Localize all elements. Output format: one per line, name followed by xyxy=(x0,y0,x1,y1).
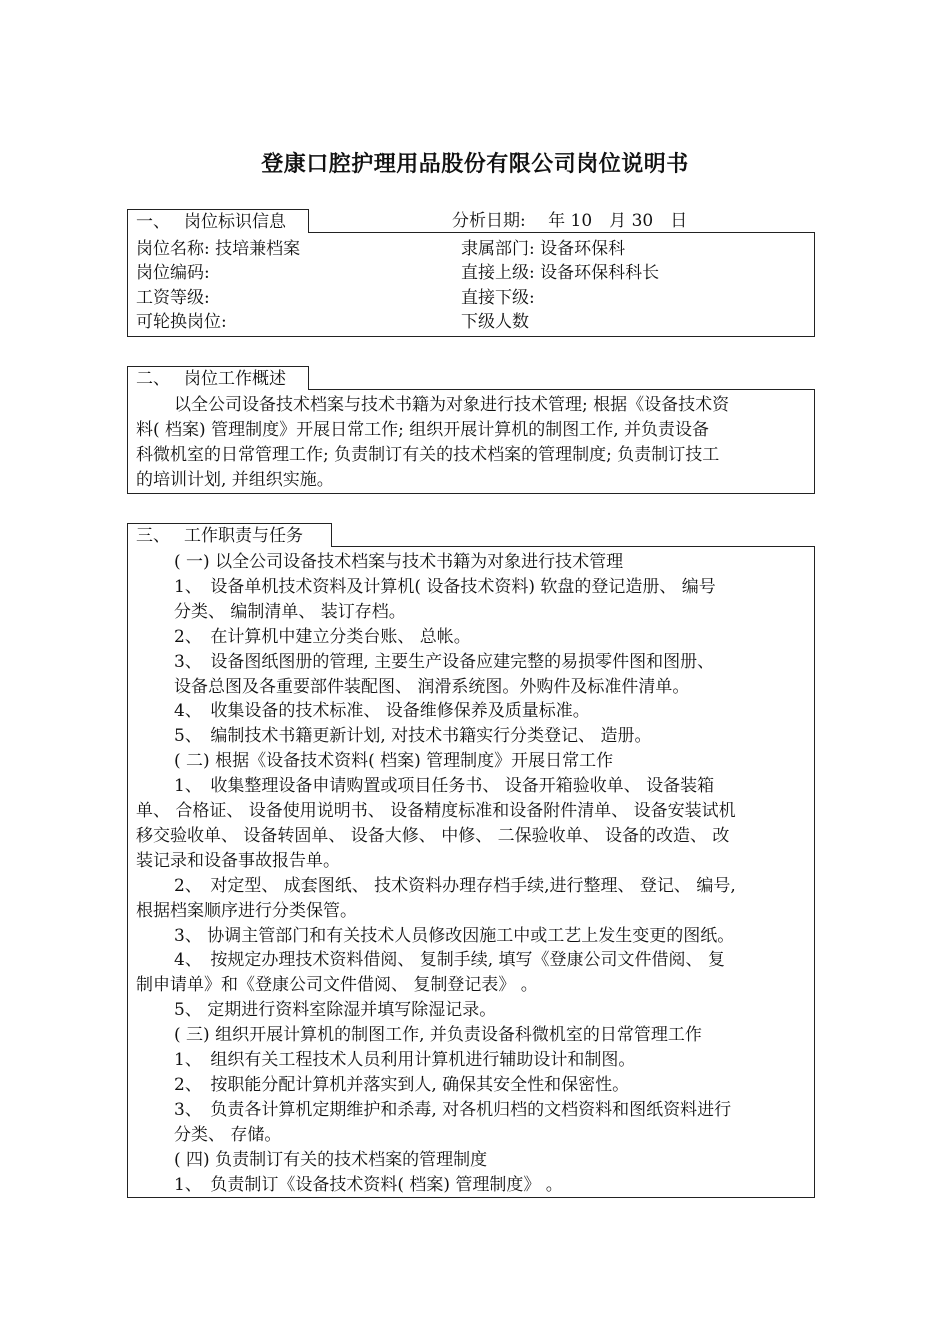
subordinate-count: 下级人数 xyxy=(461,312,529,332)
section-2-number: 二、 xyxy=(136,369,170,389)
duty-line: 1、 组织有关工程技术人员利用计算机进行辅助设计和制图。 xyxy=(174,1050,636,1070)
section-3-label: 工作职责与任务 xyxy=(184,526,303,546)
direct-subordinate: 直接下级: xyxy=(461,288,535,308)
section-1-label: 岗位标识信息 xyxy=(184,212,286,232)
duty-line: 制申请单》和《登康公司文件借阅、 复制登记表》 。 xyxy=(136,975,538,996)
department: 隶属部门: 设备环保科 xyxy=(461,239,626,259)
duty-line: ( 二) 根据《设备技术资料( 档案) 管理制度》开展日常工作 xyxy=(174,751,614,772)
duty-line: ( 四) 负责制订有关的技术档案的管理制度 xyxy=(174,1149,488,1170)
duty-line: 设备总图及各重要部件装配图、 润滑系统图。外购件及标准件清单。 xyxy=(174,676,690,697)
duty-line: 5、 编制技术书籍更新计划, 对技术书籍实行分类登记、 造册。 xyxy=(174,726,652,747)
direct-superior: 直接上级: 设备环保科科长 xyxy=(461,263,660,283)
position-name: 岗位名称: 技培兼档案 xyxy=(136,239,301,259)
overview-line: 以全公司设备技术档案与技术书籍为对象进行技术管理; 根据《设备技术资 xyxy=(174,395,730,415)
duty-line: 分类、 编制清单、 装订存档。 xyxy=(174,601,406,622)
duty-line: 3、 设备图纸图册的管理, 主要生产设备应建完整的易损零件图和图册、 xyxy=(174,651,715,672)
section-2-tab xyxy=(127,366,309,390)
section-1-tab xyxy=(127,209,309,233)
section-1-number: 一、 xyxy=(136,212,170,232)
duty-line: 根据档案顺序进行分类保管。 xyxy=(136,900,357,921)
overview-line: 科微机室的日常管理工作; 负责制订有关的技术档案的管理制度; 负责制订技工 xyxy=(136,445,720,465)
duty-line: 分类、 存储。 xyxy=(174,1124,282,1145)
duty-line: 2、 按职能分配计算机并落实到人, 确保其安全性和保密性。 xyxy=(174,1074,630,1095)
rotatable-position: 可轮换岗位: xyxy=(136,312,227,332)
duty-line: 2、 在计算机中建立分类台账、 总帐。 xyxy=(174,626,471,647)
section-3-tab xyxy=(127,523,332,547)
duty-line: 4、 收集设备的技术标准、 设备维修保养及质量标准。 xyxy=(174,701,590,722)
duty-line: 1、 收集整理设备申请购置或项目任务书、 设备开箱验收单、 设备装箱 xyxy=(174,776,715,797)
duty-line: ( 三) 组织开展计算机的制图工作, 并负责设备科微机室的日常管理工作 xyxy=(174,1025,702,1046)
duty-line: 单、 合格证、 设备使用说明书、 设备精度标准和设备附件清单、 设备安装试机 xyxy=(136,801,736,821)
section-3-number: 三、 xyxy=(136,526,170,546)
duty-line: 1、 负责制订《设备技术资料( 档案) 管理制度》 。 xyxy=(174,1174,563,1195)
duty-line: 1、 设备单机技术资料及计算机( 设备技术资料) 软盘的登记造册、 编号 xyxy=(174,576,716,597)
duty-line: 3、 负责各计算机定期维护和杀毒, 对各机归档的文档资料和图纸资料进行 xyxy=(174,1099,732,1120)
duty-line: 5、 定期进行资料室除湿并填写除湿记录。 xyxy=(174,1000,497,1021)
duty-line: 3、 协调主管部门和有关技术人员修改因施工中或工艺上发生变更的图纸。 xyxy=(174,925,735,946)
duty-line: 2、 对定型、 成套图纸、 技术资料办理存档手续,进行整理、 登记、 编号, xyxy=(174,875,736,896)
salary-grade: 工资等级: xyxy=(136,288,210,308)
duty-line: ( 一) 以全公司设备技术档案与技术书籍为对象进行技术管理 xyxy=(174,552,624,572)
duty-line: 装记录和设备事故报告单。 xyxy=(136,850,340,871)
overview-line: 料( 档案) 管理制度》开展日常工作; 组织开展计算机的制图工作, 并负责设备 xyxy=(136,420,710,440)
duty-line: 移交验收单、 设备转固单、 设备大修、 中修、 二保验收单、 设备的改造、 改 xyxy=(136,825,730,846)
position-code: 岗位编码: xyxy=(136,263,210,283)
duty-line: 4、 按规定办理技术资料借阅、 复制手续, 填写《登康公司文件借阅、 复 xyxy=(174,950,725,971)
overview-line: 的培训计划, 并组织实施。 xyxy=(136,470,334,490)
analysis-date: 分析日期: 年 10 月 30 日 xyxy=(452,211,688,231)
document-title: 登康口腔护理用品股份有限公司岗位说明书 xyxy=(261,152,689,177)
section-2-label: 岗位工作概述 xyxy=(184,369,286,389)
